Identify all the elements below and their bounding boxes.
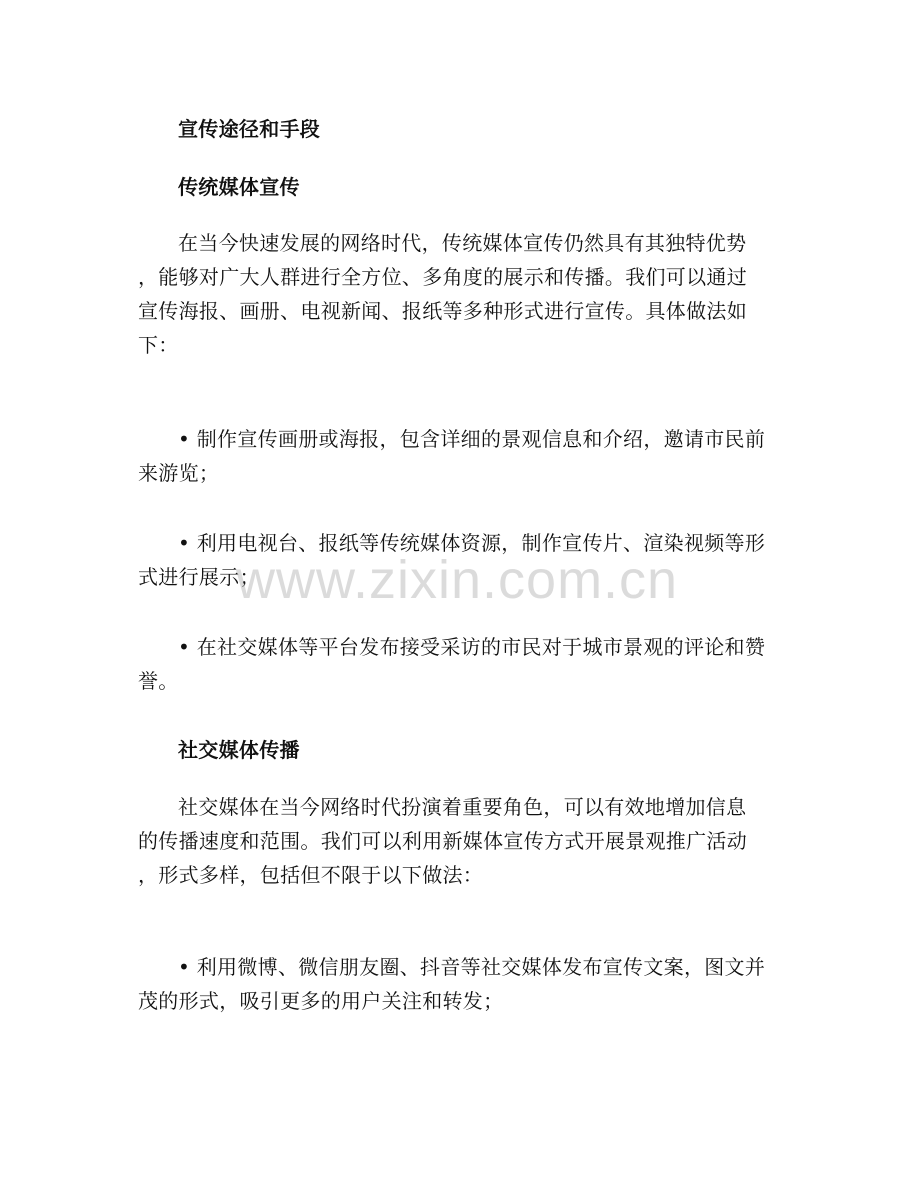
paragraph-line: 在当今快速发展的网络时代，传统媒体宣传仍然具有其独特优势 bbox=[178, 231, 747, 255]
bullet-line: 茂的形式，吸引更多的用户关注和转发； bbox=[138, 989, 504, 1013]
paragraph-traditional-media-intro bbox=[138, 226, 782, 362]
bullet-line: 式进行展示； bbox=[138, 565, 260, 589]
paragraph-line: ，形式多样，包括但不限于以下做法： bbox=[138, 863, 484, 887]
bullet-item bbox=[138, 630, 782, 698]
main-heading: 宣传途径和手段 bbox=[178, 117, 321, 141]
section-title-traditional-media: 传统媒体宣传 bbox=[178, 175, 300, 199]
watermark: www.zixin.com.cn bbox=[236, 550, 679, 610]
section-title-social-media: 社交媒体传播 bbox=[178, 738, 300, 762]
bullet-item bbox=[138, 422, 782, 490]
paragraph-social-media-intro bbox=[138, 790, 782, 892]
bullet-item bbox=[138, 526, 782, 594]
paragraph-line: 宣传海报、画册、电视新闻、报纸等多种形式进行宣传。具体做法如 bbox=[138, 299, 747, 323]
bullet-line: • 在社交媒体等平台发布接受采访的市民对于城市景观的评论和赞 bbox=[178, 635, 766, 659]
bullet-line: • 利用微博、微信朋友圈、抖音等社交媒体发布宣传文案，图文并 bbox=[178, 955, 766, 979]
bullet-line: 誉。 bbox=[138, 669, 179, 693]
paragraph-line: 社交媒体在当今网络时代扮演着重要角色，可以有效地增加信息 bbox=[178, 795, 747, 819]
paragraph-line: 的传播速度和范围。我们可以利用新媒体宣传方式开展景观推广活动 bbox=[138, 829, 747, 853]
bullet-line: 来游览； bbox=[138, 461, 220, 485]
paragraph-line: 下： bbox=[138, 333, 179, 357]
bullet-item bbox=[138, 950, 782, 1018]
bullet-line: • 利用电视台、报纸等传统媒体资源，制作宣传片、渲染视频等形 bbox=[178, 531, 766, 555]
bullet-line: • 制作宣传画册或海报，包含详细的景观信息和介绍，邀请市民前 bbox=[178, 427, 766, 451]
paragraph-line: ，能够对广大人群进行全方位、多角度的展示和传播。我们可以通过 bbox=[138, 265, 747, 289]
